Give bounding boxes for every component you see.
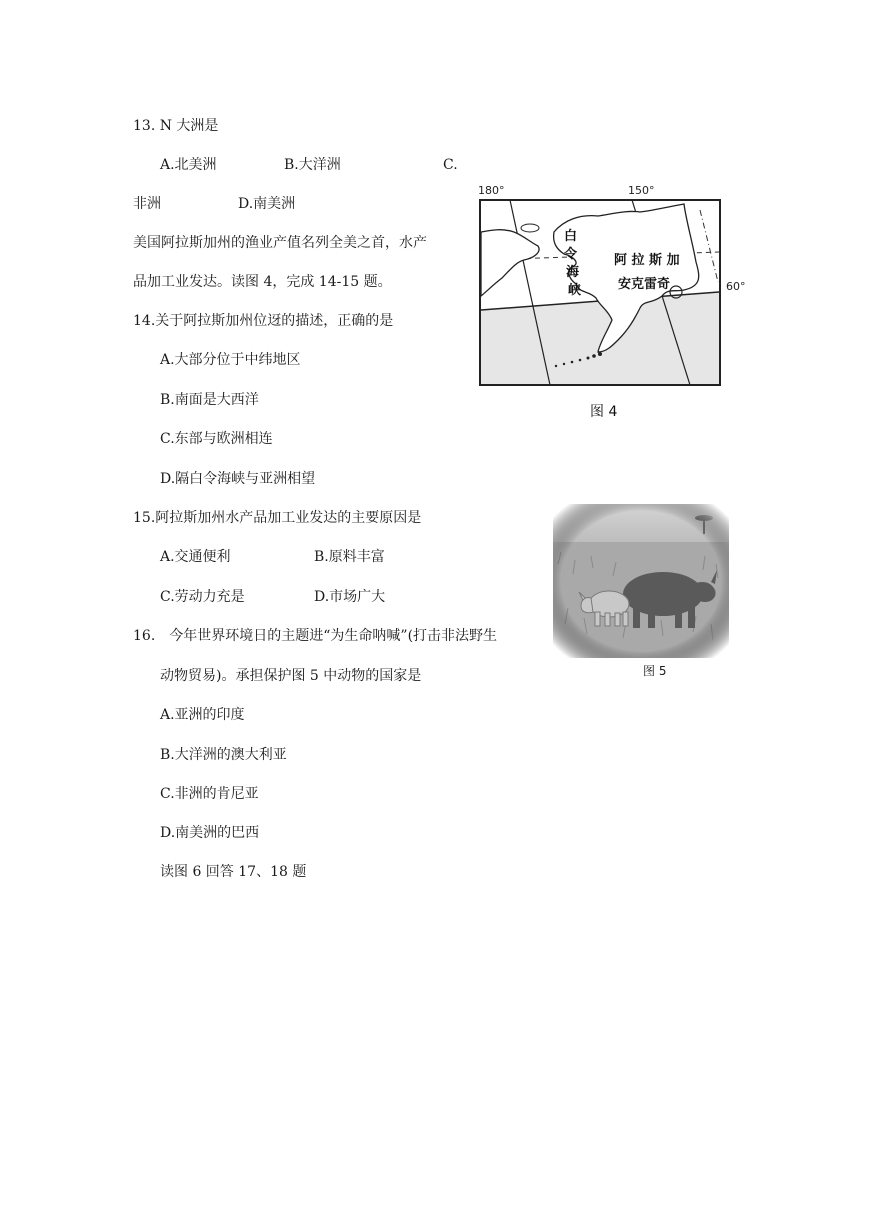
q15-option-c: C.劳动力充是 (160, 589, 245, 605)
read-figure-6-instruction: 读图 6 回答 17、18 题 (160, 864, 307, 880)
label-bai: 白 (564, 229, 578, 244)
lon-180-label: 180° (478, 184, 505, 197)
q13-option-d: D.南美洲 (238, 196, 296, 212)
q14-option-c: C.东部与欧洲相连 (160, 431, 273, 447)
q14-stem: 14.关于阿拉斯加州位迓的描述，正确的是 (133, 313, 394, 329)
lon-150-label: 150° (628, 184, 655, 197)
q15-option-b: B.原料丰富 (314, 549, 385, 565)
q14-option-d: D.隔白令海峡与亚洲相望 (160, 471, 316, 487)
q15-option-d: D.市场广大 (314, 589, 386, 605)
label-alaska: 阿 拉 斯 加 (614, 253, 680, 268)
label-hai: 海 (566, 265, 580, 280)
q14-option-b: B.南面是大西洋 (160, 392, 259, 408)
q13-stem: 13. N 大洲是 (133, 118, 219, 134)
q13-option-a: A.北美洲 (160, 157, 217, 173)
q13-option-b: B.大洋洲 (284, 157, 341, 173)
figure-5-rhino-photo (553, 504, 729, 658)
q16-option-d: D.南美洲的巴西 (160, 825, 260, 841)
figure-4-caption: 图 4 (590, 404, 618, 420)
label-xia: 峡 (568, 283, 582, 298)
q15-option-a: A.交通便利 (160, 549, 231, 565)
q15-stem: 15.阿拉斯加州水产品加工业发达的主要原因是 (133, 510, 422, 526)
q14-option-a: A.大部分位于中纬地区 (160, 352, 301, 368)
q13-option-c-text: 非洲 (133, 196, 161, 212)
q13-option-c-letter: C. (443, 157, 458, 173)
label-ling: 令 (564, 247, 578, 262)
label-anchorage: 安克雷奇 (618, 277, 671, 292)
intro-14-15-line2: 品加工业发达。读图 4，完成 14-15 题。 (133, 274, 392, 290)
figure-5-caption: 图 5 (643, 664, 667, 678)
lat-60-label: 60° (726, 280, 746, 293)
q16-option-a: A.亚洲的印度 (160, 707, 245, 723)
figure-4-alaska-map (472, 180, 752, 426)
intro-14-15-line1: 美国阿拉斯加州的渔业产值名列全美之首，水产 (133, 235, 427, 251)
q16-stem-line2: 动物贸易)。承担保护图 5 中动物的国家是 (160, 668, 422, 684)
q16-option-b: B.大洋洲的澳大利亚 (160, 747, 287, 763)
q16-option-c: C.非洲的肯尼亚 (160, 786, 259, 802)
q16-stem-line1: 16. 今年世界环境日的主题进“为生命呐喊”(打击非法野生 (133, 628, 498, 644)
